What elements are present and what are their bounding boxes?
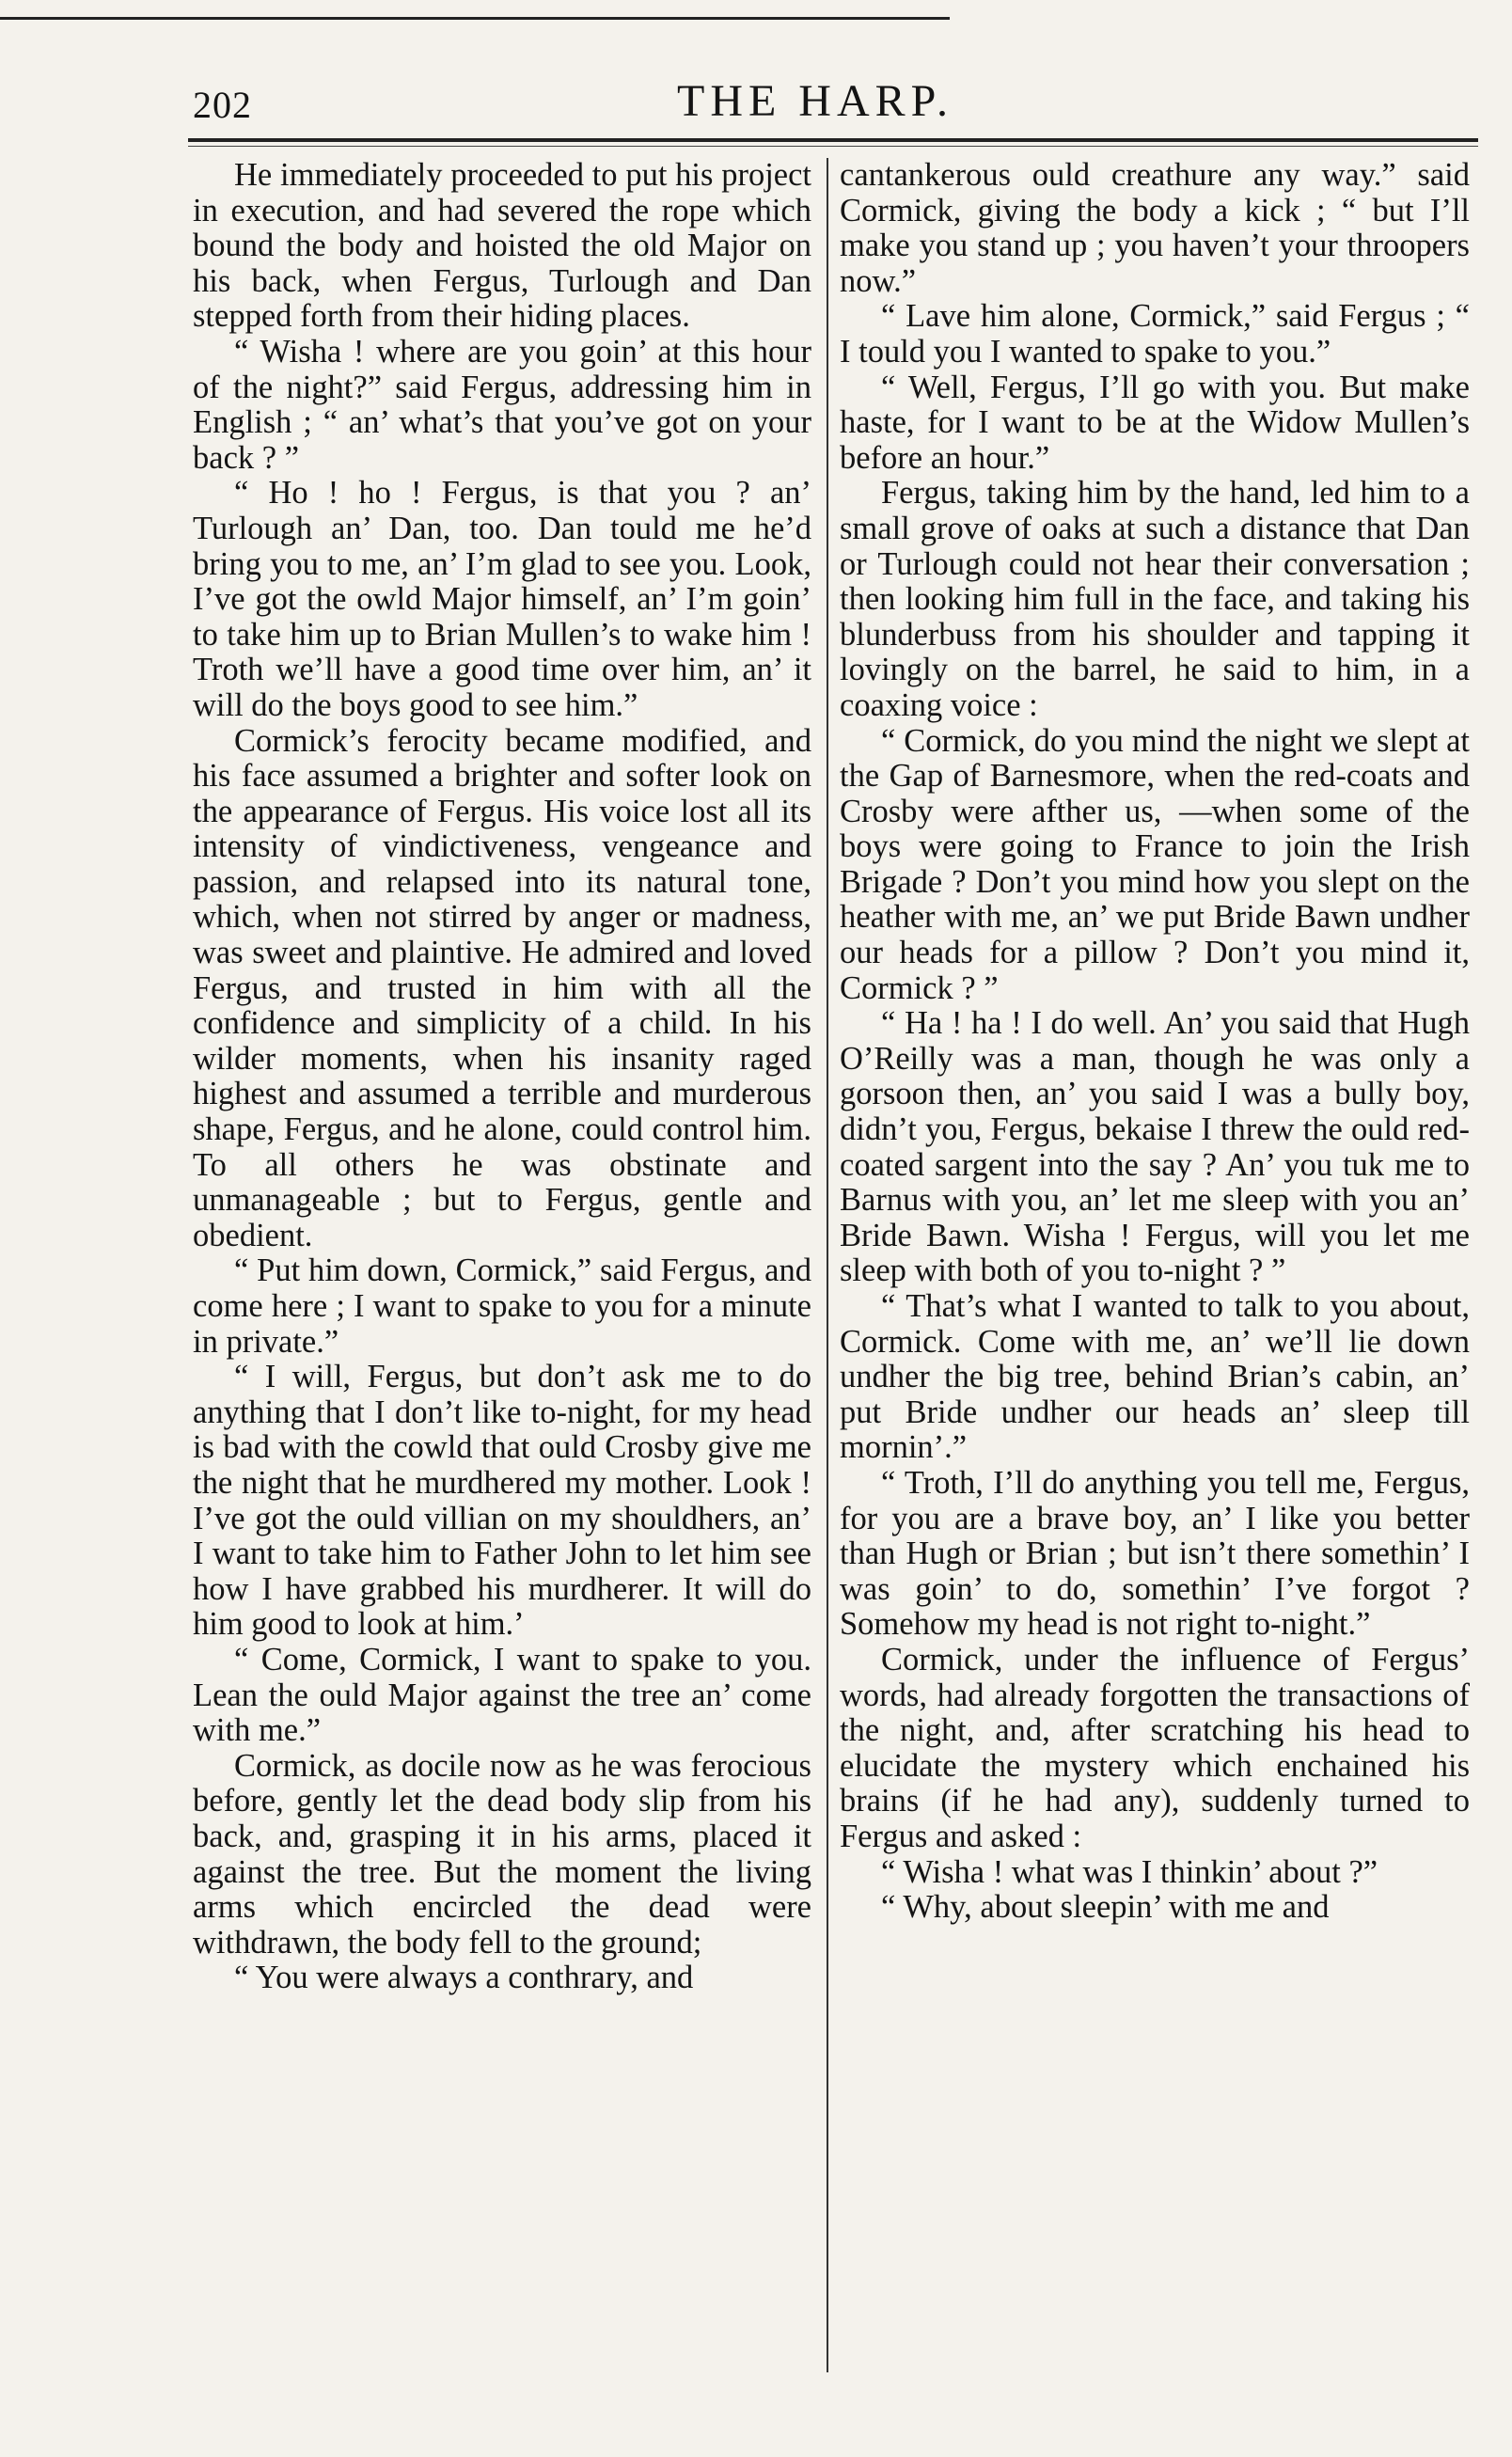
running-title: THE HARP. bbox=[677, 76, 954, 126]
paragraph: He immediately proceeded to put his project in execution, and had severed the rope which bound the body and hoisted the old Major on his back, when Fergus, Turlough and Dan stepped forth from their hiding places. bbox=[193, 157, 811, 335]
paragraph: “ Well, Fergus, I’ll go with you. But make haste, for I want to be at the Widow Mullen’s before an hour.” bbox=[840, 369, 1470, 476]
paragraph: Cormick, as docile now as he was ferocious before, gently let the dead body slip from his back, and, grasping it in his arms, placed it against the tree. But the moment the living arms which encircled the dead were withdrawn, the body fell to the ground; bbox=[193, 1747, 811, 1961]
paragraph-continuation: cantankerous ould creathure any way.” said Cormick, giving the body a kick ; “ but I’ll make you stand up ; you haven’t your throopers now.” bbox=[840, 157, 1470, 299]
paragraph: “ Lave him alone, Cormick,” said Fergus ; “ I tould you I wanted to spake to you.” bbox=[840, 298, 1470, 370]
paragraph: “ Cormick, do you mind the night we slept at the Gap of Barnesmore, when the red-coats and Crosby were afther us, —when some of the boys were going to France to join the Irish Brigade ? Don’t you mind how you slept on the heather with me, an’ we put Bride Bawn undher our heads for a pillow ? Don’t you mind it, Cormick ? ” bbox=[840, 722, 1470, 1006]
right-column bbox=[840, 158, 1470, 1926]
paragraph: “ Wisha ! where are you goin’ at this hour of the night?” said Fergus, addressing him in English ; “ an’ what’s that you’ve got on your back ? ” bbox=[193, 333, 811, 476]
paragraph: Fergus, taking him by the hand, led him to a small grove of oaks at such a distance that Dan or Turlough could not hear their conversation ; then looking him full in the face, and taking his blunderbuss from his shoulder and tapping it lovingly on the barrel, he said to him, in a coaxing voice : bbox=[840, 475, 1470, 723]
column-divider bbox=[827, 158, 828, 2372]
paragraph: “ Wisha ! what was I thinkin’ about ?” bbox=[881, 1853, 1378, 1890]
paragraph: “ That’s what I wanted to talk to you about, Cormick. Come with me, an’ we’ll lie down undher the big tree, behind Brian’s cabin, an’ put Bride undher our heads an’ sleep till mornin’.” bbox=[840, 1288, 1470, 1466]
paragraph: “ I will, Fergus, but don’t ask me to do anything that I don’t like to-night, for my head is bad with the cowld that ould Crosby give me the night that he murdhered my mother. Look ! I’ve got the ould villian on my shouldhers, an’ I want to take him to Father John to let him see how I have grabbed his murdherer. It will do him good to look at him.’ bbox=[193, 1359, 811, 1643]
paragraph: “ You were always a conthrary, and bbox=[234, 1960, 694, 1996]
header-rule-thin bbox=[188, 146, 1478, 147]
paragraph: Cormick’s ferocity became modified, and his face assumed a brighter and softer look on the appearance of Fergus. His voice lost all its intensity of vindictiveness, vengeance and passion, and relapsed into its natural tone, which, when not stirred by anger or madness, was sweet and plaintive. He admired and loved Fergus, and trusted in him with all the confidence and simplicity of a child. In his wilder moments, when his insanity raged highest and assumed a terrible and murderous shape, Fergus, and he alone, could control him. To all others he was obstinate and unmanageable ; but to Fergus, gentle and obedient. bbox=[193, 722, 811, 1253]
paragraph: “ Why, about sleepin’ with me and bbox=[881, 1889, 1330, 1926]
paragraph: “ Ho ! ho ! Fergus, is that you ? an’ Turlough an’ Dan, too. Dan tould me he’d bring you to me, an’ I’m glad to see you. Look, I’ve got the owld Major himself, an’ I’m goin’ to take him up to Brian Mullen’s to wake him ! Troth we’ll have a good time over him, an’ it will do the boys good to see him.” bbox=[193, 475, 811, 723]
header-rule bbox=[188, 138, 1478, 142]
top-border-rule bbox=[0, 17, 950, 20]
paragraph: Cormick, under the influence of Fergus’ words, had already forgotten the transactions of the night, and, after scratching his head to elucidate the mystery which enchained his brains (if he had any), suddenly turned to Fergus and asked : bbox=[840, 1641, 1470, 1854]
paragraph: “ Put him down, Cormick,” said Fergus, and come here ; I want to spake to you for a minute in private.” bbox=[193, 1252, 811, 1360]
paragraph: “ Troth, I’ll do anything you tell me, Fergus, for you are a brave boy, an’ I like you better than Hugh or Brian ; but isn’t there somethin’ I was goin’ to do, somethin’ I’ve forgot ? Somehow my head is not right to-night.” bbox=[840, 1464, 1470, 1643]
paragraph: “ Come, Cormick, I want to spake to you. Lean the ould Major against the tree an’ come with me.” bbox=[193, 1641, 811, 1749]
paragraph: “ Ha ! ha ! I do well. An’ you said that Hugh O’Reilly was a man, though he was only a gorsoon then, an’ you said I was a bully boy, didn’t you, Fergus, bekaise I threw the ould red-coated sargent into the say ? An’ you tuk me to Barnus with you, an’ let me sleep with you an’ Bride Bawn. Wisha ! Fergus, will you let me sleep with both of you to-night ? ” bbox=[840, 1005, 1470, 1289]
left-column bbox=[193, 158, 811, 1996]
page-number: 202 bbox=[193, 84, 252, 126]
